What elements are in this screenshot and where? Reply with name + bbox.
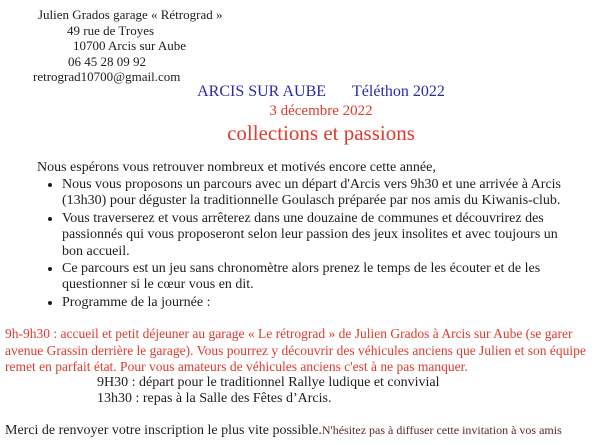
bullet-item-communes: • Vous traverserez et vous arrêterez dans une douzaine de communes et découvrirez des passionnés qui vous proposeront selon leur passion des jeux insolites et avec toujours un bon accueil. bbox=[62, 211, 566, 260]
contact-street-line: 49 rue de Troyes bbox=[67, 22, 155, 38]
footer-share-note: N'hésitez pas à diffuser cette invitation à vos amis bbox=[321, 423, 562, 437]
contact-name-line: Julien Grados garage « Rétrograd » bbox=[38, 7, 223, 22]
program-details-paragraph: 9h-9h30 : accueil et petit déjeuner au garage « Le rétrograd » de Julien Grados à Arcis sur Aube (se garer avenue Grassin derrière le garage). Vous pourrez y découvrir des véhicules anciens que Julien et son équipe remet en parfait état. Pour vous amateurs de véhicules anciens c'est à ne pas manquer. bbox=[5, 326, 586, 375]
letter-header bbox=[0, 83, 600, 146]
bullet-item-parcours: • Nous vous proposons un parcours avec un départ d'Arcis vers 9h30 et une arrivée à Arcis (13h30) pour déguster la traditionnelle Goulasch préparée par nos amis du Kiwanis-club. bbox=[62, 177, 566, 210]
event-subtitle: collections et passions bbox=[227, 121, 415, 145]
contact-email-line: retrograd10700@gmail.com bbox=[33, 69, 181, 85]
event-date: 3 décembre 2022 bbox=[269, 103, 373, 119]
schedule-depart-line: 9H30 : départ pour le traditionnel Rallye ludique et convivial bbox=[97, 375, 440, 390]
intro-paragraph: Nous espérons vous retrouver nombreux et motivés encore cette année, bbox=[37, 160, 436, 175]
contact-city-line: 10700 Arcis sur Aube bbox=[73, 38, 187, 54]
footer-reminder-text: Merci de renvoyer votre inscription le plus vite possible. bbox=[5, 423, 322, 438]
bullet-item-jeu: • Ce parcours est un jeu sans chronomètre alors prenez le temps de les écouter et de les questionner si le cœur vous en dit. bbox=[62, 261, 566, 294]
footer-line bbox=[5, 421, 599, 439]
title-event: Téléthon 2022 bbox=[352, 83, 445, 100]
contact-phone-line: 06 45 28 09 92 bbox=[68, 53, 146, 69]
title-town: ARCIS SUR AUBE bbox=[197, 83, 327, 100]
bullet-item-programme: • Programme de la journée : bbox=[62, 295, 566, 311]
bullet-list bbox=[0, 177, 566, 312]
schedule-repas-line: 13h30 : repas à la Salle des Fêtes d’Arcis. bbox=[97, 391, 332, 406]
contact-block bbox=[33, 7, 223, 85]
page-title bbox=[42, 83, 600, 101]
